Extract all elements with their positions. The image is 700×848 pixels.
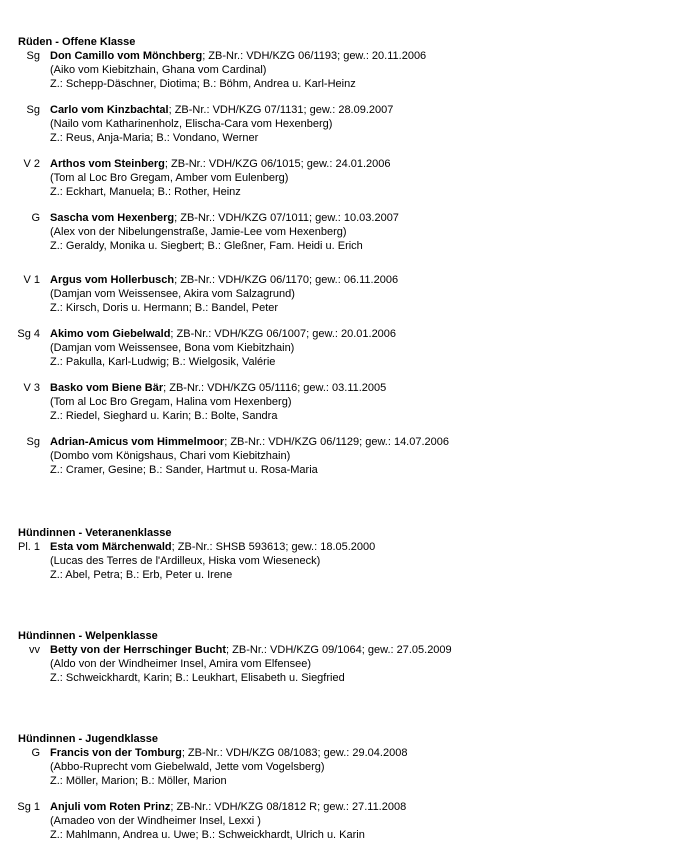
parents-line: (Tom al Loc Bro Gregam, Amber vom Eulenberg) bbox=[50, 172, 289, 184]
dog-title-line bbox=[50, 541, 375, 554]
parents-line: (Damjan vom Weissensee, Bona vom Kiebitzhain) bbox=[50, 342, 295, 354]
registration-info: ; ZB-Nr.: VDH/KZG 06/1193; gew.: 20.11.2006 bbox=[202, 50, 427, 62]
parents-line: (Abbo-Ruprecht vom Giebelwald, Jette vom Vogelsberg) bbox=[50, 761, 325, 773]
registration-info: ; ZB-Nr.: VDH/KZG 06/1170; gew.: 06.11.2006 bbox=[174, 274, 399, 286]
parents-line: (Tom al Loc Bro Gregam, Halina vom Hexenberg) bbox=[50, 396, 292, 408]
parents-line: (Aiko vom Kiebitzhain, Ghana vom Cardinal) bbox=[50, 64, 267, 76]
registration-info: ; ZB-Nr.: VDH/KZG 06/1129; gew.: 14.07.2006 bbox=[224, 436, 450, 448]
parents-line: (Aldo von der Windheimer Insel, Amira vom Elfensee) bbox=[50, 658, 312, 670]
registration-info: ; ZB-Nr.: VDH/KZG 07/1011; gew.: 10.03.2007 bbox=[174, 212, 399, 224]
breeder-owner-line: Z.: Schepp-Däschner, Diotima; B.: Böhm, Andrea u. Karl-Heinz bbox=[50, 78, 356, 90]
parents-line: (Damjan vom Weissensee, Akira vom Salzagrund) bbox=[50, 288, 295, 300]
grade-label: G bbox=[31, 212, 40, 224]
dog-title-line bbox=[50, 158, 391, 171]
breeder-owner-line: Z.: Abel, Petra; B.: Erb, Peter u. Irene bbox=[50, 569, 233, 581]
registration-info: ; ZB-Nr.: VDH/KZG 07/1131; gew.: 28.09.2007 bbox=[168, 104, 394, 116]
dog-name: Argus vom Hollerbusch bbox=[50, 274, 175, 286]
breeder-owner-line: Z.: Schweickhardt, Karin; B.: Leukhart, Elisabeth u. Siegfried bbox=[50, 672, 345, 684]
breeder-owner-line: Z.: Geraldy, Monika u. Siegbert; B.: Gleßner, Fam. Heidi u. Erich bbox=[50, 240, 363, 252]
dog-title-line bbox=[50, 382, 386, 395]
dog-name: Akimo vom Giebelwald bbox=[50, 328, 171, 340]
registration-info: ; ZB-Nr.: SHSB 593613; gew.: 18.05.2000 bbox=[171, 541, 376, 553]
breeder-owner-line: Z.: Reus, Anja-Maria; B.: Vondano, Werner bbox=[50, 132, 259, 144]
dog-title-line bbox=[50, 50, 426, 63]
dog-name: Betty von der Herrschinger Bucht bbox=[50, 644, 227, 656]
breeder-owner-line: Z.: Möller, Marion; B.: Möller, Marion bbox=[50, 775, 227, 787]
grade-label: Sg bbox=[26, 104, 40, 116]
breeder-owner-line: Z.: Cramer, Gesine; B.: Sander, Hartmut u. Rosa-Maria bbox=[50, 464, 318, 476]
grade-label: G bbox=[31, 747, 40, 759]
grade-label: Sg bbox=[26, 436, 40, 448]
parents-line: (Amadeo von der Windheimer Insel, Lexxi ) bbox=[50, 815, 261, 827]
section-heading-huendinnen-veteranenklasse: Hündinnen - Veteranenklasse bbox=[18, 527, 172, 539]
grade-label: V 2 bbox=[23, 158, 40, 170]
registration-info: ; ZB-Nr.: VDH/KZG 08/1083; gew.: 29.04.2008 bbox=[181, 747, 408, 759]
dog-name: Adrian-Amicus vom Himmelmoor bbox=[50, 436, 225, 448]
parents-line: (Lucas des Terres de l'Ardilleux, Hiska vom Wieseneck) bbox=[50, 555, 321, 567]
dog-title-line bbox=[50, 436, 449, 449]
breeder-owner-line: Z.: Eckhart, Manuela; B.: Rother, Heinz bbox=[50, 186, 241, 198]
parents-line: (Alex von der Nibelungenstraße, Jamie-Lee vom Hexenberg) bbox=[50, 226, 347, 238]
dog-title-line bbox=[50, 644, 452, 657]
dog-name: Carlo vom Kinzbachtal bbox=[50, 104, 169, 116]
dog-title-line bbox=[50, 274, 398, 287]
breeder-owner-line: Z.: Pakulla, Karl-Ludwig; B.: Wielgosik, Valérie bbox=[50, 356, 276, 368]
registration-info: ; ZB-Nr.: VDH/KZG 06/1007; gew.: 20.01.2006 bbox=[170, 328, 397, 340]
dog-title-line bbox=[50, 747, 407, 760]
dog-name: Sascha vom Hexenberg bbox=[50, 212, 175, 224]
registration-info: ; ZB-Nr.: VDH/KZG 06/1015; gew.: 24.01.2006 bbox=[164, 158, 391, 170]
grade-label: V 1 bbox=[23, 274, 40, 286]
dog-name: Arthos vom Steinberg bbox=[50, 158, 165, 170]
section-heading-huendinnen-jugendklasse: Hündinnen - Jugendklasse bbox=[18, 733, 158, 745]
section-heading-huendinnen-welpenklasse: Hündinnen - Welpenklasse bbox=[18, 630, 158, 642]
grade-label: vv bbox=[29, 644, 40, 656]
registration-info: ; ZB-Nr.: VDH/KZG 08/1812 R; gew.: 27.11.2008 bbox=[170, 801, 407, 813]
dog-name: Francis von der Tomburg bbox=[50, 747, 182, 759]
dog-title-line bbox=[50, 801, 406, 814]
grade-label: Sg 1 bbox=[17, 801, 40, 813]
breeder-owner-line: Z.: Mahlmann, Andrea u. Uwe; B.: Schweickhardt, Ulrich u. Karin bbox=[50, 829, 365, 841]
dog-title-line bbox=[50, 328, 396, 341]
dog-title-line bbox=[50, 104, 393, 117]
dog-name: Anjuli vom Roten Prinz bbox=[50, 801, 171, 813]
registration-info: ; ZB-Nr.: VDH/KZG 09/1064; gew.: 27.05.2009 bbox=[226, 644, 452, 656]
dog-name: Basko vom Biene Bär bbox=[50, 382, 164, 394]
dog-name: Esta vom Märchenwald bbox=[50, 541, 172, 553]
grade-label: Pl. 1 bbox=[17, 541, 40, 553]
breeder-owner-line: Z.: Kirsch, Doris u. Hermann; B.: Bandel, Peter bbox=[50, 302, 279, 314]
grade-label: Sg bbox=[26, 50, 40, 62]
grade-label: Sg 4 bbox=[17, 328, 40, 340]
parents-line: (Dombo vom Königshaus, Chari vom Kiebitzhain) bbox=[50, 450, 291, 462]
parents-line: (Nailo vom Katharinenholz, Elischa-Cara vom Hexenberg) bbox=[50, 118, 333, 130]
dog-title-line bbox=[50, 212, 399, 225]
registration-info: ; ZB-Nr.: VDH/KZG 05/1116; gew.: 03.11.2005 bbox=[163, 382, 387, 394]
grade-label: V 3 bbox=[23, 382, 40, 394]
breeder-owner-line: Z.: Riedel, Sieghard u. Karin; B.: Bolte, Sandra bbox=[50, 410, 278, 422]
section-heading-rueden-offene-klasse: Rüden - Offene Klasse bbox=[18, 36, 136, 48]
dog-name: Don Camillo vom Mönchberg bbox=[50, 50, 203, 62]
